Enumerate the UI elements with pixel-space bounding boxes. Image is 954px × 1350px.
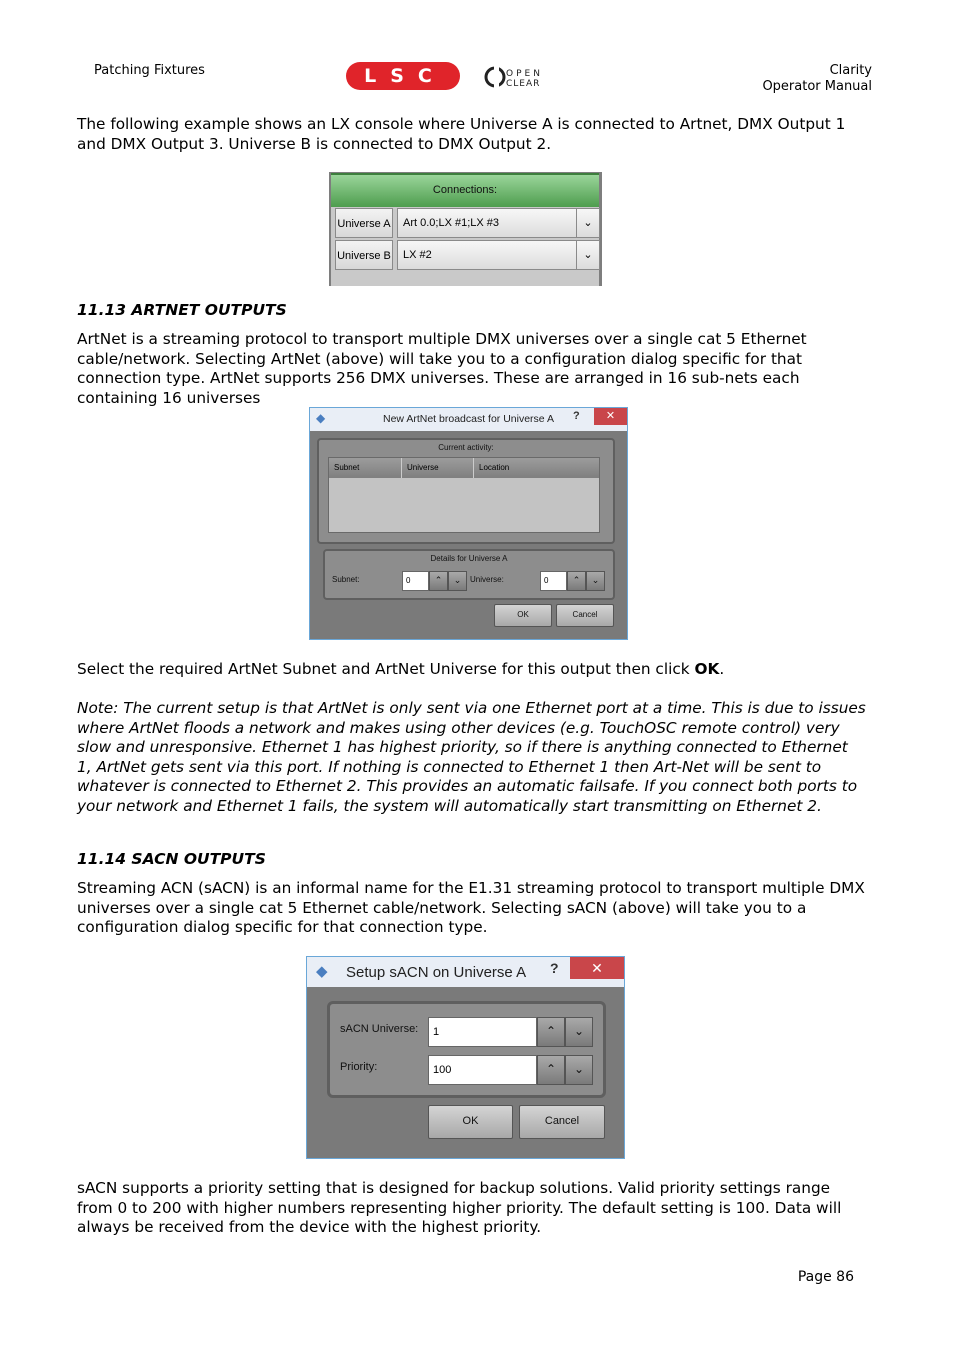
cancel-button[interactable]: Cancel	[519, 1105, 605, 1139]
sacn-dialog-title: Setup sACN on Universe A	[346, 964, 527, 981]
universe-a-label: Universe A	[335, 208, 393, 238]
sacn-universe-down-icon[interactable]: ⌄	[565, 1017, 593, 1047]
universe-input[interactable]: 0	[540, 571, 567, 591]
details-title: Details for Universe A	[430, 554, 508, 563]
priority-input[interactable]: 100	[428, 1055, 537, 1085]
universe-b-value: LX #2	[403, 249, 432, 261]
activity-table[interactable]	[328, 457, 600, 533]
select-paragraph	[77, 660, 867, 680]
header-manual: Operator Manual	[762, 79, 872, 94]
sacn-dialog	[306, 956, 625, 1159]
column-universe[interactable]: Universe	[402, 458, 474, 478]
ok-button[interactable]: OK	[494, 604, 552, 627]
chevron-down-icon[interactable]: ⌄	[576, 241, 599, 269]
details-group	[323, 549, 615, 600]
svg-text:CLEAR: CLEAR	[506, 79, 541, 88]
intro-paragraph: The following example shows an LX console where Universe A is connected to Artnet, DMX Output 1 and DMX Output 3. Universe B is connected to DMX Output 2.	[77, 115, 846, 153]
universe-down-icon[interactable]: ⌄	[586, 571, 605, 591]
connections-title: Connections:	[432, 184, 498, 196]
universe-a-select[interactable]	[397, 208, 600, 238]
app-icon: ◆	[316, 963, 328, 980]
header-product: Clarity	[829, 63, 872, 78]
artnet-dialog	[309, 407, 628, 640]
universe-b-select[interactable]	[397, 240, 600, 270]
help-icon[interactable]: ?	[550, 960, 559, 976]
artnet-heading: 11.13 ARTNET OUTPUTS	[77, 301, 287, 319]
header-title	[762, 63, 872, 95]
lsc-logo	[346, 62, 460, 90]
universe-up-icon[interactable]: ⌃	[567, 571, 586, 591]
sacn-priority-paragraph: sACN supports a priority setting that is designed for backup solutions. Valid priority settings range from 0 to 200 with higher numbers representing higher priority. The default setting is 100. Data will always be received from the device with the highest priority.	[77, 1179, 842, 1237]
select-text: Select the required ArtNet Subnet and ArtNet Universe for this output then click	[77, 660, 695, 678]
sacn-titlebar	[307, 957, 624, 987]
universe-a-value: Art 0.0;LX #1;LX #3	[403, 217, 500, 229]
subnet-up-icon[interactable]: ⌃	[429, 571, 448, 591]
priority-label: Priority:	[340, 1061, 378, 1073]
subnet-input[interactable]: 0	[402, 571, 429, 591]
connections-header	[331, 173, 599, 207]
universe-label: Universe:	[470, 575, 504, 584]
page-number: Page 86	[797, 1269, 854, 1285]
sacn-universe-input[interactable]: 1	[428, 1017, 537, 1047]
artnet-titlebar	[310, 408, 627, 431]
open-clear-logo	[484, 66, 576, 88]
select-text-end: .	[719, 660, 725, 678]
artnet-dialog-title: New ArtNet broadcast for Universe A	[383, 413, 554, 425]
sacn-paragraph: Streaming ACN (sACN) is an informal name for the E1.31 streaming protocol to transport multiple DMX universes over a single cat 5 Ethernet cable/network. Selecting sACN (above) will take you to a configuration dialog specific for that connection type.	[77, 879, 865, 937]
subnet-down-icon[interactable]: ⌄	[448, 571, 467, 591]
select-text-bold: OK	[694, 660, 720, 678]
priority-up-icon[interactable]: ⌃	[537, 1055, 565, 1085]
connections-screenshot	[329, 172, 602, 286]
lsc-logo-text: LSC	[364, 65, 446, 87]
ok-button[interactable]: OK	[428, 1105, 513, 1139]
close-icon[interactable]: ✕	[570, 957, 624, 979]
app-icon: ◆	[316, 411, 326, 425]
artnet-paragraph: ArtNet is a streaming protocol to transport multiple DMX universes over a single cat 5 Ethernet cable/network. Selecting ArtNet (above) will take you to a configuration dialog specific for that connection type. ArtNet supports 256 DMX universes. These are arranged in 16 sub-nets each containing 16 universes	[77, 330, 807, 407]
subnet-label: Subnet:	[332, 575, 360, 584]
current-activity-title: Current activity:	[438, 443, 494, 452]
help-icon[interactable]: ?	[573, 410, 580, 422]
sacn-heading: 11.14 SACN OUTPUTS	[77, 850, 266, 868]
sacn-universe-label: sACN Universe:	[340, 1023, 419, 1035]
svg-text:OPEN: OPEN	[506, 69, 543, 79]
note-paragraph: Note: The current setup is that ArtNet is only sent via one Ethernet port at a time. This is due to issues where ArtNet floods a network and makes using other devices (e.g. TouchOSC remote control) very slow and unresponsive. Ethernet 1 has highest priority, so if there is anything connected to Ethernet 1, ArtNet gets sent via this port. If nothing is connected to Ethernet 1 then Art-Net will be sent to whatever is connected to Ethernet 2. This provides an automatic failsafe. If you connect both ports to your network and Ethernet 1 fails, the system will automatically start transmitting on Ethernet 2.	[77, 699, 866, 815]
sacn-settings-group	[327, 1001, 606, 1098]
priority-down-icon[interactable]: ⌄	[565, 1055, 593, 1085]
universe-b-label: Universe B	[335, 240, 393, 270]
sacn-universe-up-icon[interactable]: ⌃	[537, 1017, 565, 1047]
header-section: Patching Fixtures	[94, 63, 205, 78]
column-subnet[interactable]: Subnet	[329, 458, 402, 478]
chevron-down-icon[interactable]: ⌄	[576, 209, 599, 237]
cancel-button[interactable]: Cancel	[556, 604, 614, 627]
current-activity-group	[317, 438, 615, 544]
close-icon[interactable]: ✕	[594, 408, 627, 425]
column-location[interactable]: Location	[474, 458, 599, 478]
